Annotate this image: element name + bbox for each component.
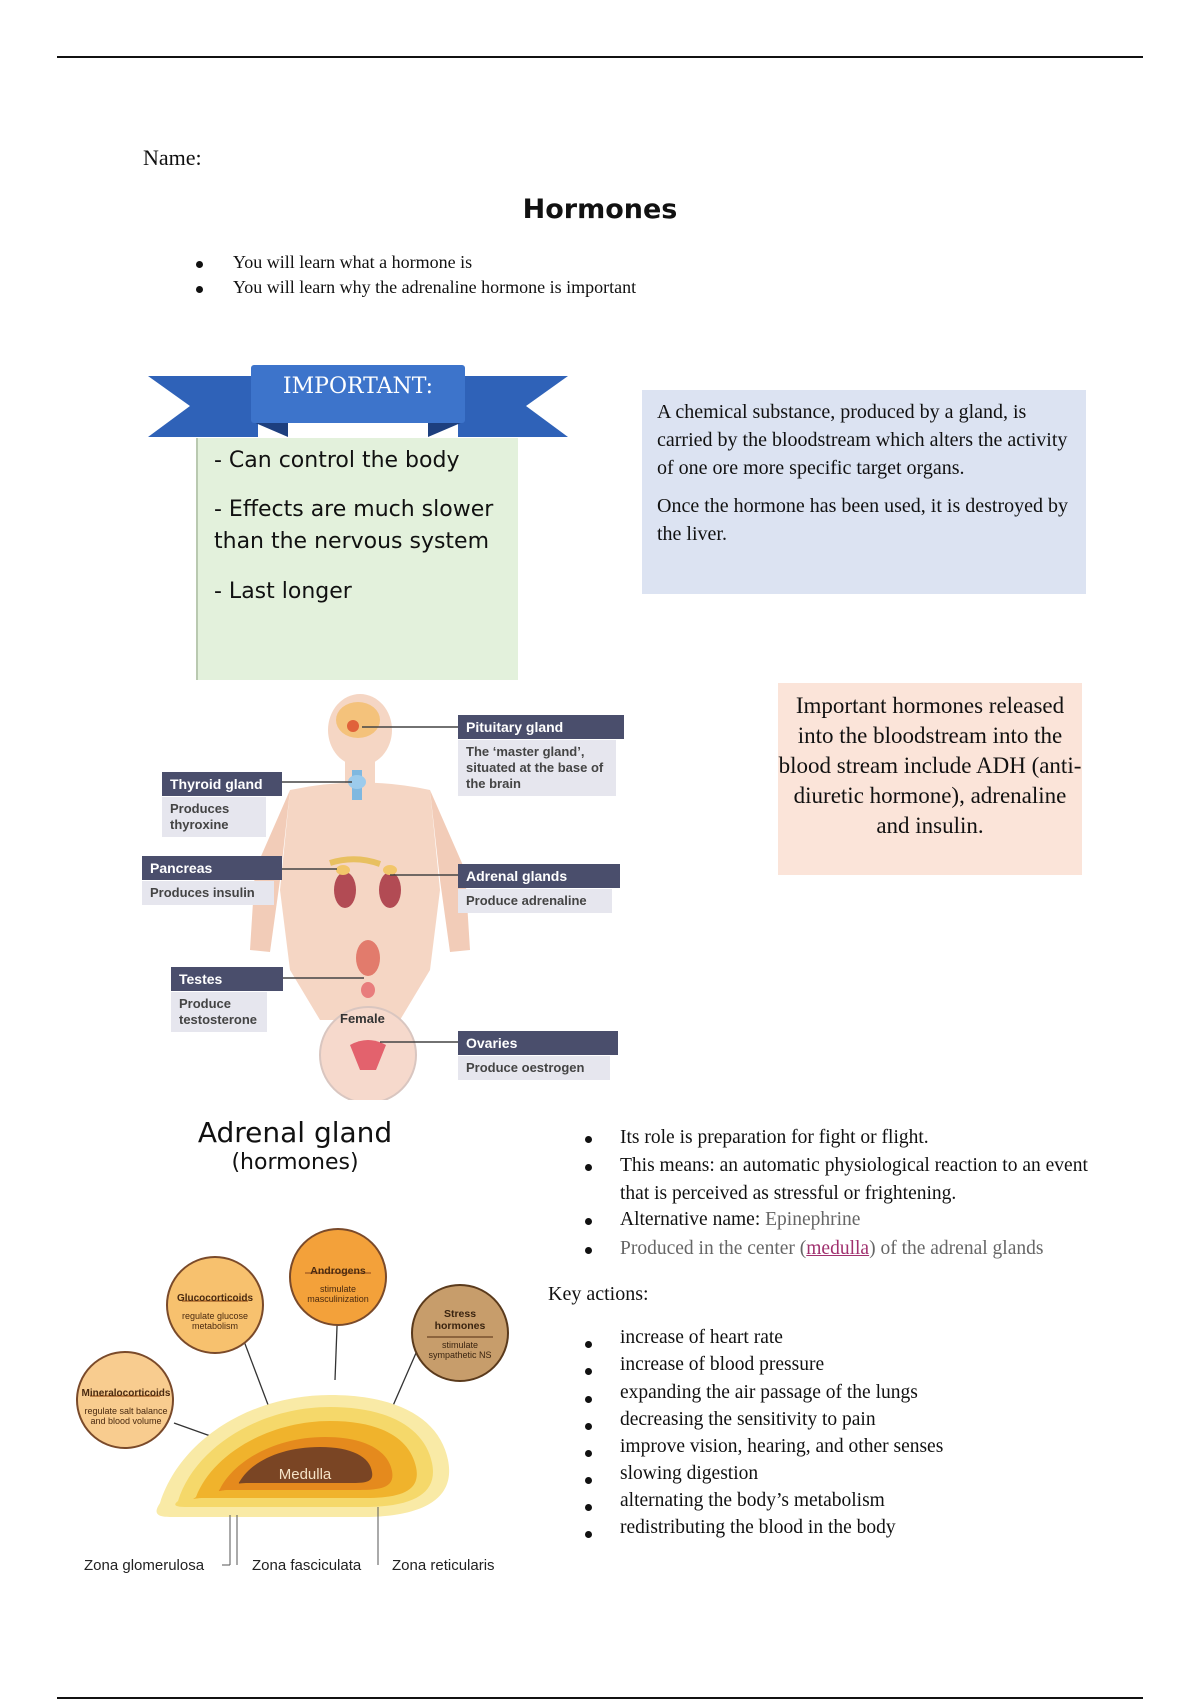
bullet-icon	[585, 1423, 592, 1430]
bullet-icon	[585, 1218, 592, 1225]
bullet-icon	[585, 1164, 592, 1171]
definition-paragraph: A chemical substance, produced by a gland, is carried by the bloodstream which alters the activity of one ore more specific target organs.	[657, 401, 1068, 479]
note-line: - Effects are much slower	[214, 497, 494, 522]
gland-label-ovaries: Ovaries	[458, 1031, 618, 1055]
circle-label-stress: Stress hormones	[434, 1308, 486, 1332]
gland-label-adrenal: Adrenal glands	[458, 864, 620, 888]
medulla-label: Medulla	[278, 1466, 332, 1483]
key-action-item: redistributing the blood in the body	[620, 1517, 896, 1538]
definition-paragraph: Once the hormone has been used, it is destroyed by the liver.	[657, 495, 1069, 545]
zone-label-reticularis: Zona reticularis	[392, 1557, 495, 1574]
bullet-icon	[196, 261, 203, 268]
adrenal-gland-diagram	[70, 1225, 530, 1580]
circle-desc-stress: stimulate sympathetic NS	[428, 1340, 492, 1360]
bullet-icon	[585, 1450, 592, 1457]
circle-desc-mineralocorticoids: regulate salt balance and blood volume	[84, 1406, 168, 1426]
circle-label-glucocorticoids: Glucocorticoids	[176, 1293, 254, 1304]
name-label: Name:	[143, 145, 202, 170]
gland-label-pituitary: Pituitary gland	[458, 715, 624, 739]
gland-desc-ovaries: Produce oestrogen	[458, 1056, 610, 1080]
objective-1: You will learn what a hormone is	[233, 252, 473, 272]
gland-label-thyroid: Thyroid gland	[162, 772, 282, 796]
fact-produced	[620, 1238, 1043, 1260]
bullet-icon	[585, 1247, 592, 1254]
bullet-icon	[585, 1531, 592, 1538]
note-line: than the nervous system	[214, 529, 490, 554]
note-line: - Last longer	[214, 579, 352, 604]
female-label: Female	[340, 1011, 385, 1026]
gland-desc-adrenal: Produce adrenaline	[458, 889, 612, 913]
adrenal-diagram-title: Adrenal gland	[197, 1116, 393, 1149]
fact-alt-name	[620, 1209, 860, 1231]
key-action-item: improve vision, hearing, and other senses	[620, 1436, 944, 1457]
gland-desc-thyroid: Produces thyroxine	[162, 797, 266, 837]
gland-label-testes: Testes	[171, 967, 283, 991]
important-hormones-note	[778, 683, 1082, 875]
gland-label-pancreas: Pancreas	[142, 856, 282, 880]
key-action-item: increase of heart rate	[620, 1327, 783, 1348]
key-action-item: increase of blood pressure	[620, 1354, 825, 1375]
fact-alt-name-value: Epinephrine	[765, 1209, 861, 1230]
fact-meaning-cont: that is perceived as stressful or frightening.	[620, 1183, 957, 1204]
medulla-link[interactable]: medulla	[806, 1238, 870, 1259]
circle-desc-androgens: stimulate masculinization	[307, 1284, 369, 1304]
zone-label-glomerulosa: Zona glomerulosa	[84, 1557, 205, 1574]
note-line: - Can control the body	[214, 448, 460, 473]
gland-desc-pituitary: The ‘master gland’, situated at the base of the brain	[458, 740, 616, 796]
fact-role: Its role is preparation for fight or flight.	[620, 1127, 929, 1148]
important-note	[196, 438, 518, 680]
fact-produced-prefix: Produced in the center (	[620, 1238, 807, 1259]
top-rule	[57, 56, 1143, 58]
key-action-item: decreasing the sensitivity to pain	[620, 1409, 876, 1430]
bullet-icon	[196, 286, 203, 293]
bullet-icon	[585, 1396, 592, 1403]
zone-label-fasciculata: Zona fasciculata	[252, 1557, 362, 1574]
bullet-icon	[585, 1368, 592, 1375]
objective-2: You will learn why the adrenaline hormone is important	[233, 277, 637, 297]
key-action-item: alternating the body’s metabolism	[620, 1490, 885, 1511]
gland-desc-pancreas: Produces insulin	[142, 881, 274, 905]
fact-alt-name-prefix: Alternative name:	[620, 1209, 761, 1230]
bullet-icon	[585, 1504, 592, 1511]
bullet-icon	[585, 1477, 592, 1484]
key-action-item: slowing digestion	[620, 1463, 759, 1484]
fact-produced-suffix: ) of the adrenal glands	[869, 1238, 1044, 1259]
page-title: Hormones	[522, 194, 678, 225]
important-hormones-text: Important hormones released into the bloodstream into the blood stream include ADH (anti-diuretic hormone), adrenaline and insulin.	[778, 693, 1082, 838]
hormone-definition-box	[642, 390, 1086, 594]
adrenal-diagram-subtitle: (hormones)	[231, 1150, 359, 1175]
bullet-icon	[585, 1341, 592, 1348]
circle-label-mineralocorticoids: Mineralocorticoids	[81, 1388, 171, 1399]
gland-desc-testes: Produce testosterone	[171, 992, 267, 1032]
key-actions-heading: Key actions:	[548, 1283, 649, 1305]
circle-label-androgens: Androgens	[310, 1265, 366, 1277]
circle-desc-glucocorticoids: regulate glucose metabolism	[181, 1311, 249, 1331]
fact-meaning: This means: an automatic physiological reaction to an event	[620, 1155, 1088, 1176]
important-banner-label: IMPORTANT:	[282, 374, 434, 399]
bullet-icon	[585, 1136, 592, 1143]
key-action-item: expanding the air passage of the lungs	[620, 1382, 918, 1403]
bottom-rule	[57, 1697, 1143, 1699]
